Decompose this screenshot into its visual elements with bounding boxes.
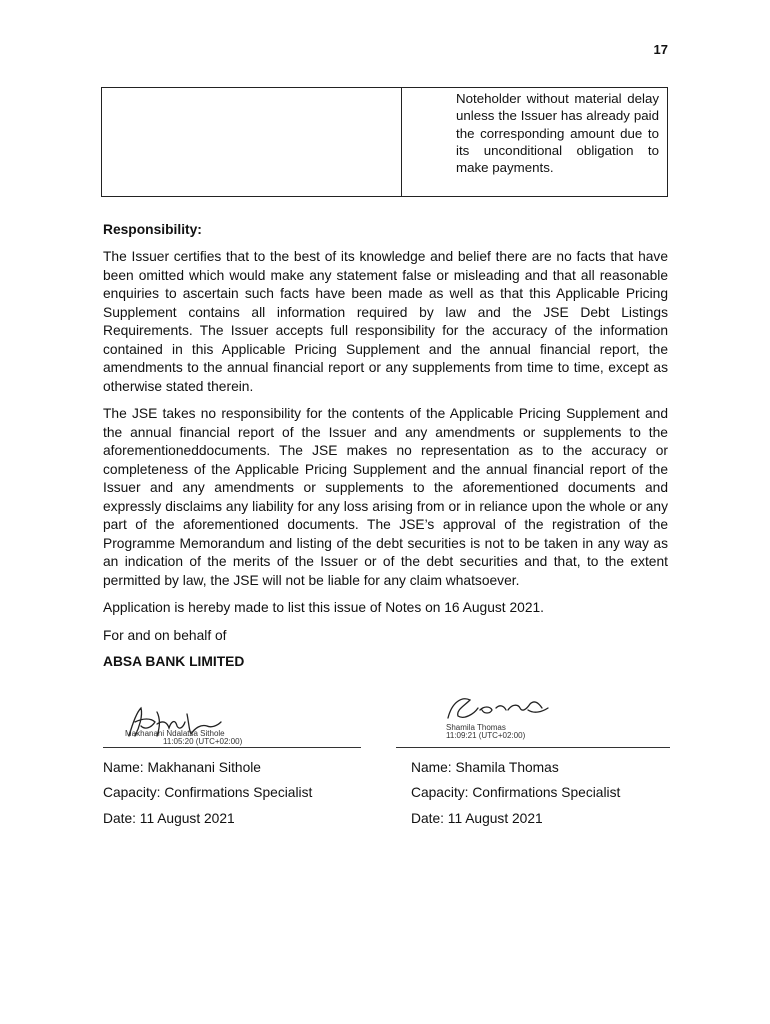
- signatory-block-left: [103, 692, 361, 826]
- signatory-name: Name: Makhanani Sithole: [103, 760, 261, 775]
- signature-line-right: [396, 747, 670, 748]
- signature-caption-name: Shamila Thomas: [446, 723, 506, 732]
- signatory-date: Date: 11 August 2021: [411, 811, 543, 826]
- signature-caption-time: 11:05:20 (UTC+02:00): [163, 737, 243, 746]
- signature-caption-time: 11:09:21 (UTC+02:00): [446, 731, 526, 740]
- issuer-certification-paragraph: The Issuer certifies that to the best of its knowledge and belief there are no facts that have been omitted which would make any statement false or misleading and that all reasonable enquiries to ascertain such facts have been made as well as that this Applicable Pricing Supplement contains all information required by law and the JSE Debt Listings Requirements. The Issuer accepts full responsibility for the accuracy of the information contained in this Applicable Pricing Supplement and the annual financial report, the amendments to the annual financial report or any supplements from time to time, except as otherwise stated therein.: [103, 249, 668, 394]
- signatory-block-right: [396, 692, 670, 826]
- responsibility-section: [103, 222, 668, 669]
- continuation-table: [101, 87, 668, 197]
- on-behalf-of: For and on behalf of: [103, 627, 227, 643]
- table-right-cell: Noteholder without material delay unless the Issuer has already paid the corresponding amount due to its unconditional obligation to make payments.: [456, 91, 659, 176]
- page-number: 17: [653, 42, 668, 57]
- signatory-date: Date: 11 August 2021: [103, 811, 235, 826]
- section-heading: Responsibility:: [103, 222, 202, 237]
- signature-line-left: [103, 747, 361, 748]
- signature-image-left: [103, 692, 361, 747]
- signatory-capacity: Capacity: Confirmations Specialist: [103, 785, 313, 800]
- signatory-capacity: Capacity: Confirmations Specialist: [411, 785, 621, 800]
- signatory-name: Name: Shamila Thomas: [411, 760, 559, 775]
- signature-image-right: [396, 692, 670, 747]
- signature-caption-name: Makhanani Ndalatsa Sithole: [125, 729, 225, 738]
- table-left-cell: [102, 88, 402, 196]
- company-name: ABSA BANK LIMITED: [103, 654, 245, 669]
- application-statement: Application is hereby made to list this issue of Notes on 16 August 2021.: [103, 600, 544, 615]
- jse-disclaimer-paragraph: The JSE takes no responsibility for the contents of the Applicable Pricing Supplement and the annual financial report of the Issuer and any amendments or supplements to the aforementioneddocuments. The JSE makes no representation as to the accuracy or completeness of the Applicable Pricing Supplement and the annual financial report of the Issuer and any amendments or supplements to the aforementioned documents and expressly disclaims any liability for any loss arising from or in reliance upon the whole or any part of the aforementioned documents. The JSE’s approval of the registration of the Programme Memorandum and listing of the debt securities is not to be taken in any way as an indication of the merits of the Issuer or of the debt securities and that, to the extent permitted by law, the JSE will not be liable for any claim whatsoever.: [103, 406, 668, 588]
